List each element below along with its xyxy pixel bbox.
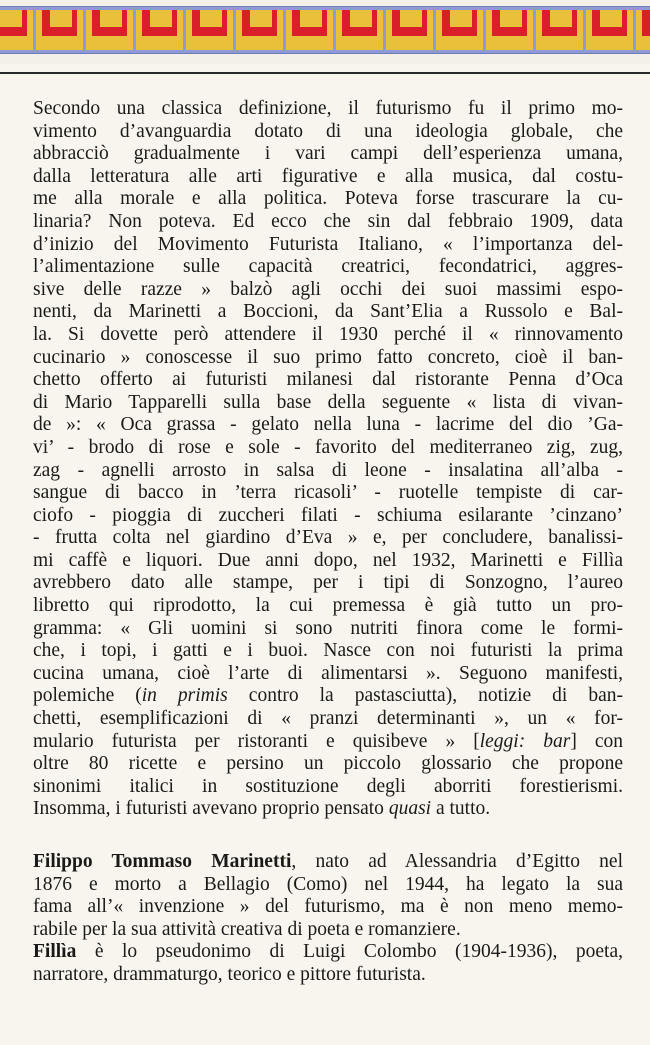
frieze-tile (286, 10, 333, 50)
text-line: me alla morale e alla politica. Poteva forse trascurare la cu- (33, 188, 623, 210)
frieze-tile (486, 10, 533, 50)
text-line: cucinario » conoscesse il suo primo fatto concreto, cioè il ban- (33, 346, 623, 368)
author-name: Filippo Tommaso Marinetti (33, 851, 292, 872)
decorative-frieze (0, 0, 650, 64)
text-line: - frutta colta nel giardino d’Eva » e, per concludere, banalissi- (33, 527, 623, 549)
text-line: abbracciò gradualmente i vari campi dell’esperienza umana, (33, 143, 623, 165)
text-line: sive delle razze » balzò agli occhi dei suoi massimi espo- (33, 278, 623, 300)
frieze-tile (36, 10, 83, 50)
text-line: vimento d’avanguardia dotato di una ideologia globale, che (33, 120, 623, 142)
frieze-tile (636, 10, 650, 50)
main-paragraph (33, 98, 623, 685)
frieze-tile (186, 10, 233, 50)
text-line: avrebbero dato alle stampe, per i tipi di Sonzogno, l’aureo (33, 572, 623, 594)
author-notes (33, 851, 623, 987)
frieze-tile (86, 10, 133, 50)
frieze-band (0, 6, 650, 54)
horizontal-rule (0, 72, 650, 74)
text-line: mi caffè e liquori. Due anni dopo, nel 1932, Marinetti e Fillìa (33, 549, 623, 571)
frieze-tile (336, 10, 383, 50)
italic-phrase: quasi (388, 798, 432, 820)
italic-phrase: in primis (141, 685, 228, 707)
text-line: zag - agnelli arrosto in salsa di leone - insalatina all’alba - (33, 459, 623, 481)
text-line: mulario futurista per ristoranti e quisibeve » [leggi: bar] con (33, 730, 623, 752)
text-line: chetti, esemplificazioni di « pranzi determinanti », un « for- (33, 708, 623, 730)
frieze-tile (386, 10, 433, 50)
text-line: ciofo - pioggia di zuccheri filati - schiuma esilarante ’cinzano’ (33, 504, 623, 526)
bio-line: Filippo Tommaso Marinetti, nato ad Alessandria d’Egitto nel (33, 851, 623, 872)
frieze-tile (536, 10, 583, 50)
text-line: vi’ - brodo di rose e sole - favorito del mediterraneo zig, zug, (33, 436, 623, 458)
text-line: dalla letteratura alle arti figurative e alla musica, dal costu- (33, 165, 623, 187)
frieze-tile (436, 10, 483, 50)
text-line: gramma: « Gli uomini si sono nutriti finora come le formi- (33, 617, 623, 639)
text-line: l’alimentazione sulle capacità creatrici, fecondatrici, aggres- (33, 256, 623, 278)
italic-phrase: leggi: bar (479, 730, 571, 752)
text-line: libretto qui riprodotto, la cui premessa è già tutto un pro- (33, 595, 623, 617)
frieze-tile (0, 10, 33, 50)
bio-line: rabile per la sua attività creativa di poeta e romanziere. (33, 918, 461, 940)
text-line: cucina umana, cioè l’arte di alimentarsi ». Seguono manifesti, (33, 662, 623, 684)
text-line: che, i topi, i gatti e i buoi. Nasce con noi futuristi la prima (33, 640, 623, 662)
frieze-tile (136, 10, 183, 50)
text-line: la. Si dovette però attendere il 1930 perché il « rinnovamento (33, 323, 623, 345)
bio-line: 1876 e morto a Bellagio (Como) nel 1944, ha legato la sua (33, 873, 623, 895)
article-body (33, 98, 623, 987)
text-line: linaria? Non poteva. Ed ecco che sin dal febbraio 1909, data (33, 210, 623, 232)
text-line: Insomma, i futuristi avevano proprio pensato quasi a tutto. (33, 798, 491, 820)
frieze-tile (236, 10, 283, 50)
author-name: Fillìa (33, 941, 77, 963)
text-line: de »: « Oca grassa - gelato nella luna - lacrime del dio ’Ga- (33, 414, 623, 436)
bio-line: Fillìa è lo pseudonimo di Luigi Colombo (1904-1936), poeta, (33, 941, 623, 963)
text-line: Secondo una classica definizione, il futurismo fu il primo mo- (33, 98, 623, 119)
frieze-tile (586, 10, 633, 50)
text-line: sinonimi italici in sostituzione degli aborriti forestierismi. (33, 775, 623, 797)
text-line: polemiche (in primis contro la pastasciutta), notizie di ban- (33, 685, 624, 707)
text-line: oltre 80 ricette e persino un piccolo glossario che propone (33, 753, 623, 775)
text-line: sangue di bacco in ’terra ricasoli’ - ruotelle tempiste di car- (33, 482, 623, 504)
text-line: nenti, da Marinetti a Boccioni, da Sant’Elia a Russolo e Bal- (33, 301, 623, 323)
bio-line: narratore, drammaturgo, teorico e pittore futurista. (33, 963, 426, 985)
text-line: d’inizio del Movimento Futurista Italiano, « l’importanza del- (33, 233, 623, 255)
text-line: chetto offerto ai futuristi milanesi dal ristorante Penna d’Oca (33, 369, 623, 391)
text-line: di Mario Tapparelli sulla base della seguente « lista di vivan- (33, 391, 623, 413)
bio-line: fama all’« invenzione » del futurismo, ma è non meno memo- (33, 896, 623, 918)
